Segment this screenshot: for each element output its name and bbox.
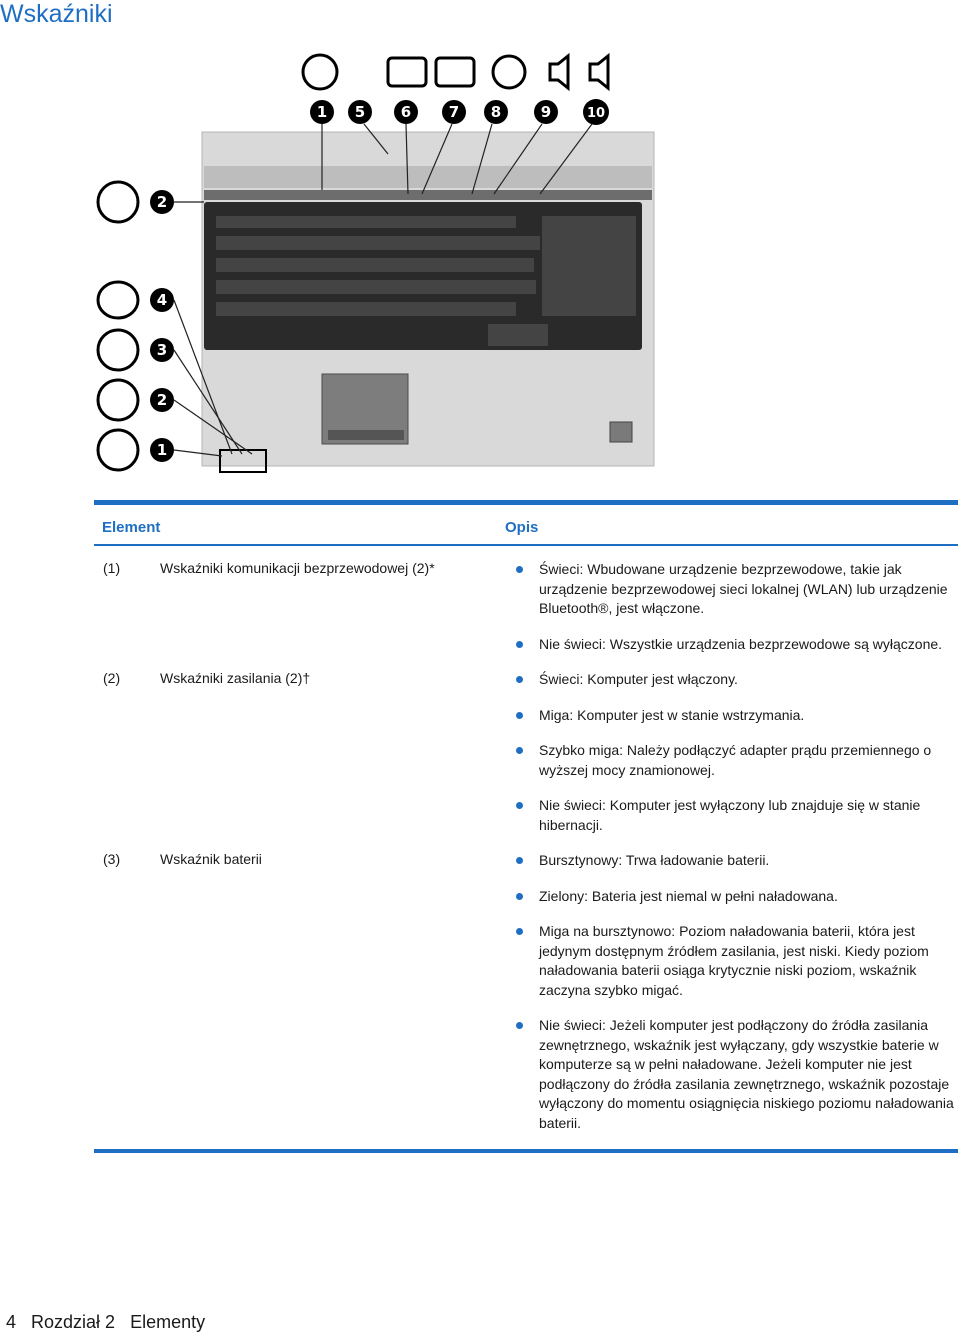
indicators-table [94, 500, 958, 1153]
svg-text:4: 4 [156, 291, 168, 309]
description-text: Świeci: Wbudowane urządzenie bezprzewodowe, takie jak urządzenie bezprzewodowej sieci lokalnej (WLAN) lub urządzenie Bluetooth®, jest włączone. [539, 561, 948, 616]
touchpad-buttons [328, 430, 404, 440]
description-text: Szybko miga: Należy podłączyć adapter prądu przemiennego o wyższej mocy znamionowej. [539, 742, 932, 778]
page-footer [6, 1312, 215, 1333]
table-row [94, 851, 958, 1133]
mute-icon [493, 56, 525, 88]
description-text: Zielony: Bateria jest niemal w pełni naładowana. [539, 887, 838, 904]
laptop-top-strip [204, 166, 652, 188]
left-icons [98, 182, 138, 470]
top-callouts [310, 99, 609, 125]
indicator-bar [204, 190, 652, 200]
description-text: Nie świeci: Komputer jest wyłączony lub znajduje się w stanie hibernacji. [539, 797, 921, 833]
description-text: Świeci: Komputer jest włączony. [539, 671, 738, 687]
top-icons [303, 55, 608, 89]
chapter-label: Rozdział 2 [31, 1312, 116, 1332]
bullet-icon [516, 566, 523, 573]
caps-lock-icon [388, 58, 426, 86]
callout-5-label: 5 [354, 103, 366, 121]
volume-up-icon [590, 56, 608, 88]
callout-7-label: 7 [448, 103, 460, 121]
description-item [504, 887, 959, 907]
laptop-indicators-figure [92, 44, 672, 480]
svg-text:2: 2 [156, 193, 168, 211]
callout-10-label: 10 [586, 106, 606, 121]
table-body [94, 546, 958, 1133]
bullet-icon [516, 857, 523, 864]
description-item [504, 635, 959, 655]
volume-down-icon [550, 56, 568, 88]
bullet-icon [516, 893, 523, 900]
table-header [94, 505, 958, 542]
header-description: Opis [505, 519, 539, 536]
description-item [504, 741, 959, 780]
table-row [94, 670, 958, 835]
power-icon-top [98, 182, 138, 222]
callout-8-label: 8 [490, 103, 502, 121]
description-item [504, 560, 959, 619]
row-number: (2) [103, 670, 121, 686]
power-icon-bottom [98, 380, 138, 420]
drive-icon [98, 282, 138, 318]
description-list [504, 560, 958, 654]
row-label: Wskaźnik baterii [160, 851, 262, 867]
callout-6-label: 6 [400, 103, 412, 121]
page-title: Wskaźniki [0, 0, 113, 28]
description-item [504, 922, 959, 1000]
row-label: Wskaźniki zasilania (2)† [160, 670, 311, 686]
description-item [504, 851, 959, 871]
callout-1-label: 1 [316, 103, 328, 121]
description-text: Bursztynowy: Trwa ładowanie baterii. [539, 852, 770, 868]
num-lock-icon [436, 58, 474, 86]
description-list [504, 851, 958, 1133]
svg-text:1: 1 [156, 441, 168, 459]
battery-icon [98, 330, 138, 370]
description-list [504, 670, 958, 835]
left-callouts [150, 190, 174, 462]
wireless-icon [303, 55, 337, 89]
table-row [94, 560, 958, 654]
bullet-icon [516, 802, 523, 809]
row-number: (1) [103, 560, 121, 576]
description-text: Nie świeci: Jeżeli komputer jest podłączony do źródła zasilania zewnętrznego, wskaźnik jest wyłączany, gdy wszystkie baterie w komputerze są w pełni naładowane. Jeżeli komputer nie jest podłączony do źródła zasilania zewnętrznego, wskaźnik pozostaje wyłączony do momentu osiągnięcia niskiego poziomu naładowania baterii. [539, 1017, 954, 1131]
fingerprint-reader [610, 422, 632, 442]
bullet-icon [516, 747, 523, 754]
svg-text:2: 2 [156, 391, 168, 409]
description-text: Miga na bursztynowo: Poziom naładowania baterii, która jest jedynym dostępnym źródłem zasilania, jest niski. Kiedy poziom naładowania baterii osiąga krytycznie niski poziom, wskaźnik zaczyna szybko migać. [539, 923, 929, 998]
bullet-icon [516, 641, 523, 648]
description-text: Nie świeci: Wszystkie urządzenia bezprzewodowe są wyłączone. [539, 635, 943, 652]
header-element: Element [102, 519, 161, 536]
table-bottom-rule [94, 1149, 958, 1153]
svg-text:3: 3 [156, 341, 168, 359]
row-label: Wskaźniki komunikacji bezprzewodowej (2)* [160, 560, 435, 576]
bullet-icon [516, 712, 523, 719]
bullet-icon [516, 928, 523, 935]
section-label: Elementy [130, 1312, 206, 1332]
page-number: 4 [6, 1312, 17, 1332]
description-text: Miga: Komputer jest w stanie wstrzymania. [539, 706, 805, 723]
description-item [504, 1016, 959, 1133]
row-number: (3) [103, 851, 121, 867]
description-item [504, 796, 959, 835]
description-item [504, 670, 959, 690]
description-item [504, 706, 959, 726]
callout-9-label: 9 [540, 103, 552, 121]
wireless-icon-bottom [98, 430, 138, 470]
bullet-icon [516, 1022, 523, 1029]
bullet-icon [516, 676, 523, 683]
